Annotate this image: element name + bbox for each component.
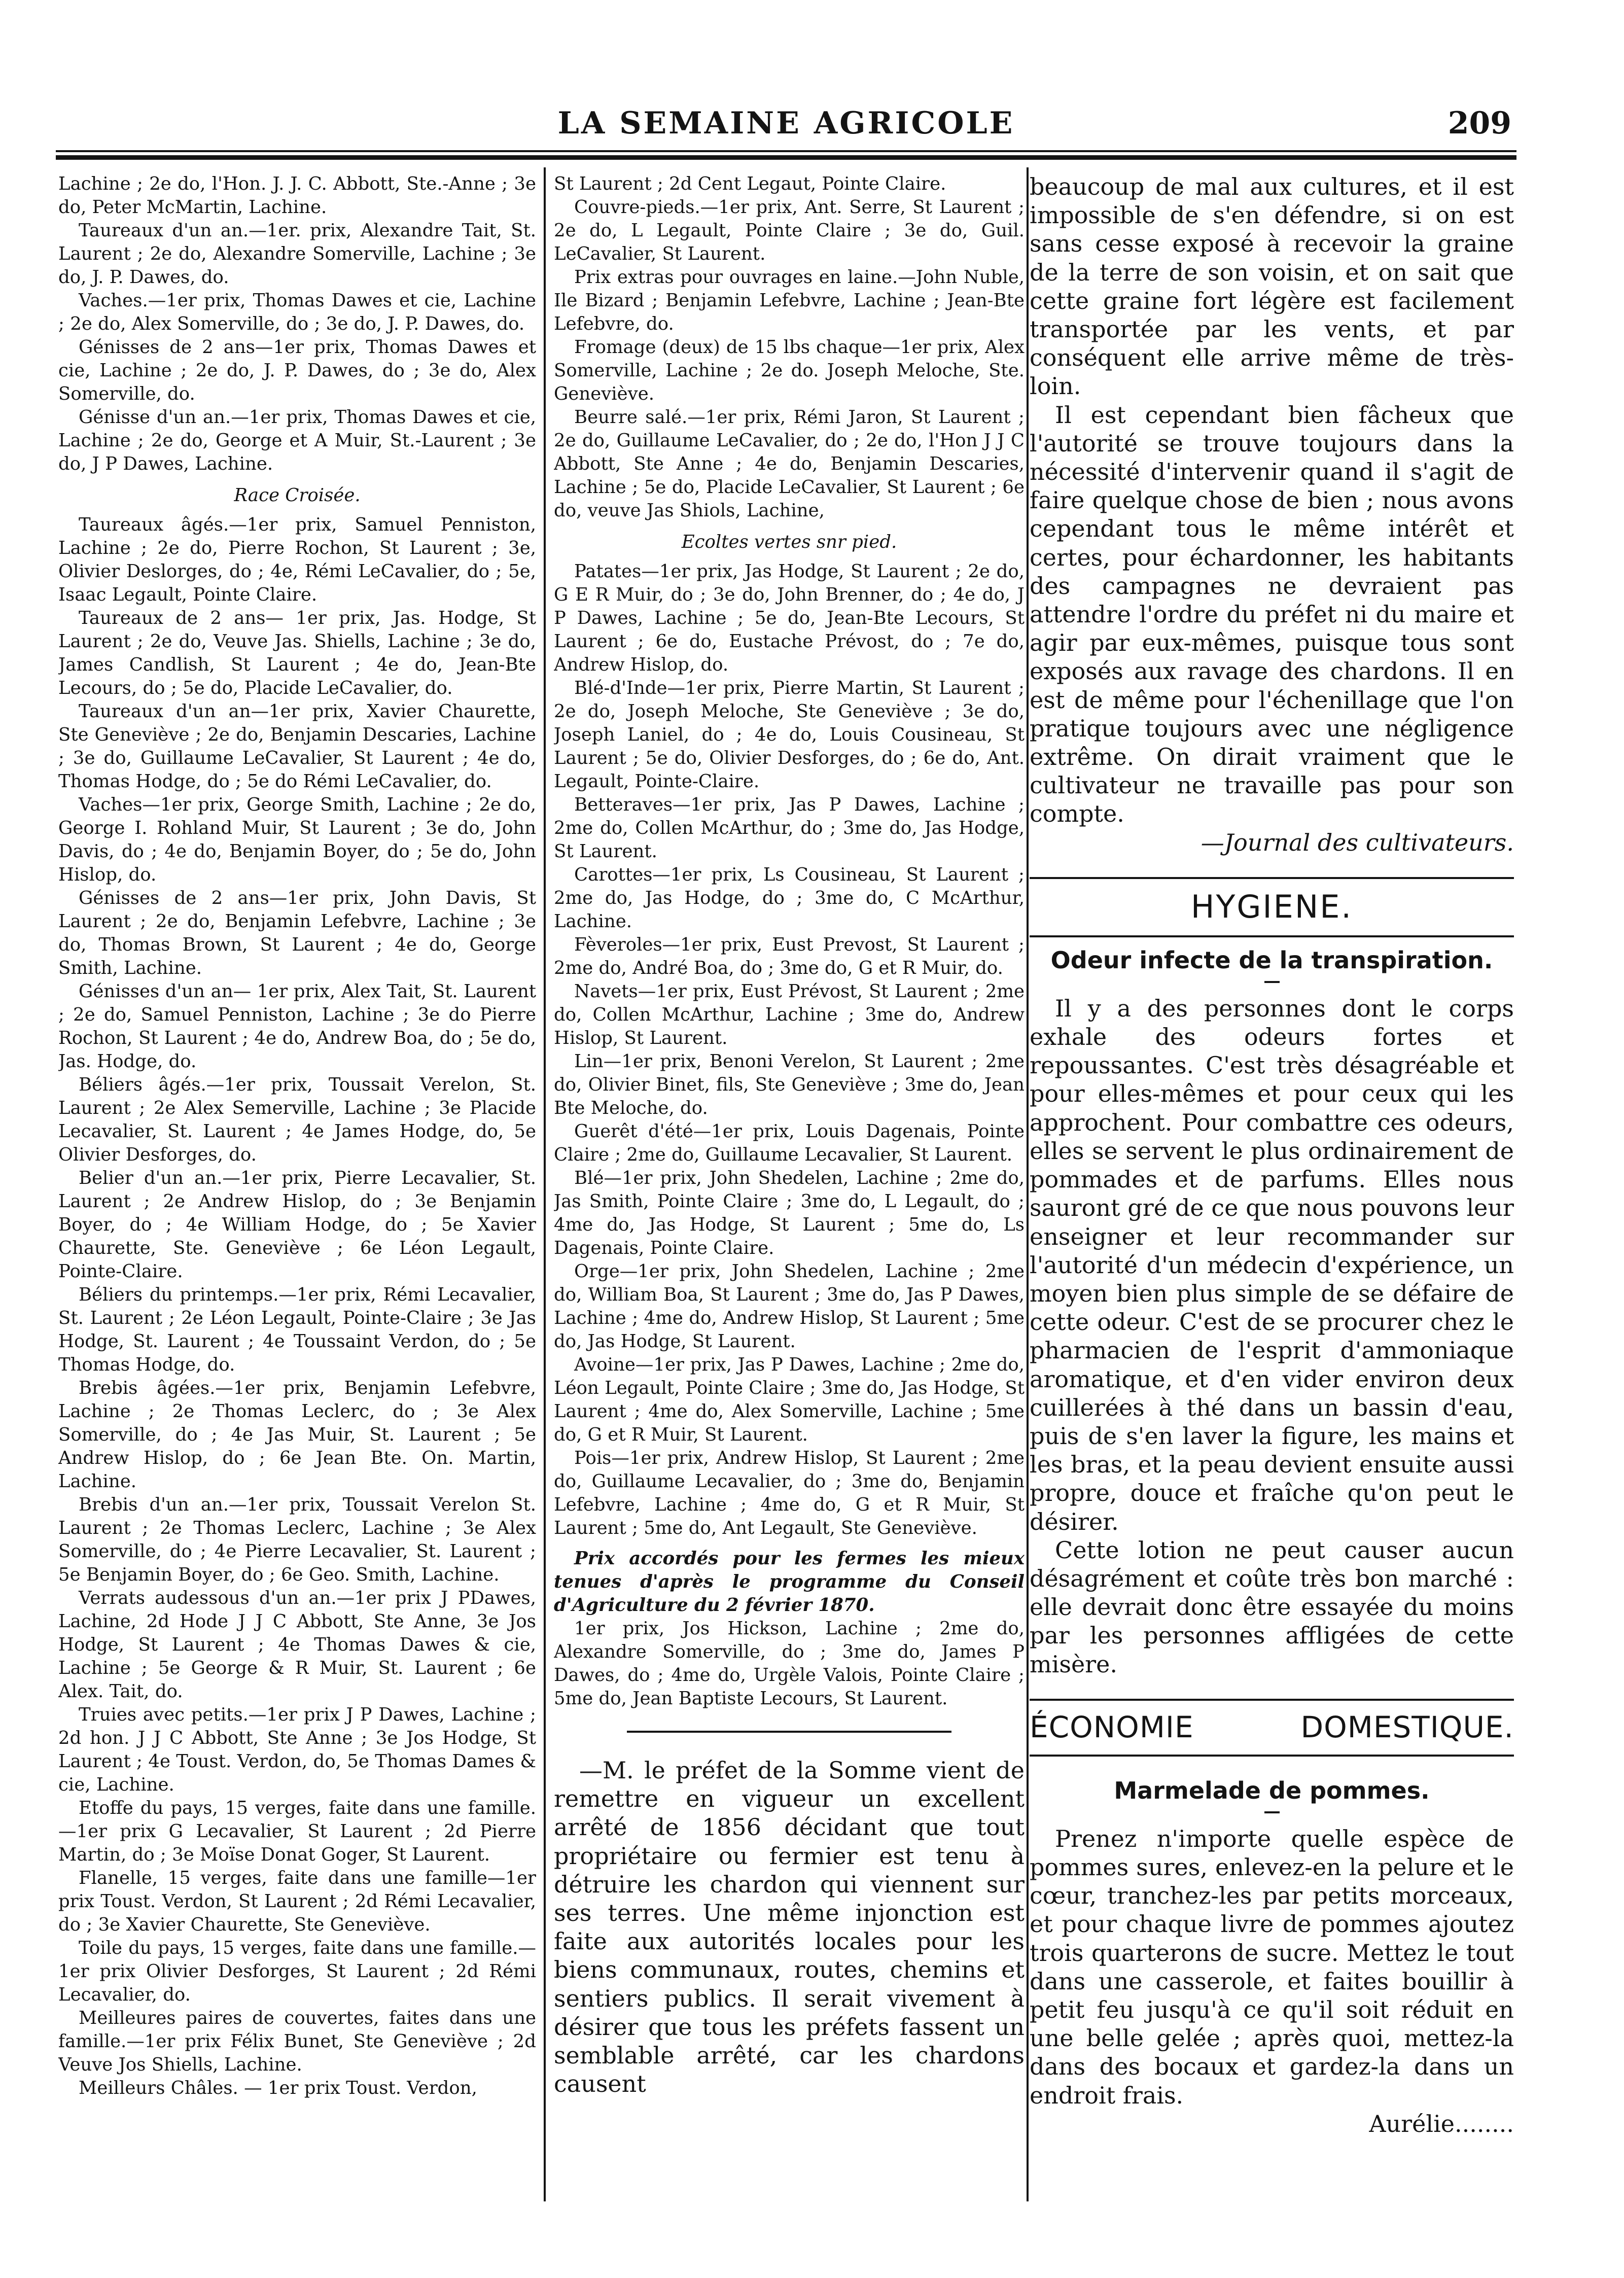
paragraph: Taureaux d'un an.—1er. prix, Alexandre Tait, St. Laurent ; 2e do, Alexandre Somerville, Lachine ; 3e do, J. P. Dawes, do.	[58, 220, 536, 288]
paragraph: Taureaux d'un an—1er prix, Xavier Chaurette, Ste Geneviève ; 2e do, Benjamin Descaries, Lachine ; 3e do, Guillaume LeCavalier, St Laurent ; 4e do, Thomas Hodge, do ; 5e do Rémi LeCavalier, do.	[58, 701, 536, 792]
column-1	[58, 172, 536, 2201]
paragraph: Taureaux de 2 ans— 1er prix, Jas. Hodge, St Laurent ; 2e do, Veuve Jas. Shiells, Lachine ; 3e do, James Candlish, St Laurent ; 4e do, Jean-Bte Lecours, do ; 5e do, Placide LeCavalier, do.	[58, 608, 536, 698]
paragraph: Pois—1er prix, Andrew Hislop, St Laurent ; 2me do, Guillaume Lecavalier, do ; 3me do, Benjamin Lefebvre, Lachine ; 4me do, G et R Muir, St Laurent ; 5me do, Ant Legault, Ste Geneviève.	[554, 1448, 1025, 1538]
paragraph: Génisses de 2 ans—1er prix, John Davis, St Laurent ; 2e do, Benjamin Lefebvre, Lachine ; 3e do, Thomas Brown, St Laurent ; 4e do, George Smith, Lachine.	[58, 888, 536, 978]
short-rule	[1264, 981, 1280, 983]
header-rule-thin	[56, 150, 1516, 152]
short-rule	[1264, 1811, 1280, 1813]
article-title-odeur: Odeur infecte de la transpiration.	[1050, 946, 1493, 974]
page-number: 209	[1448, 106, 1511, 141]
paragraph: Vaches—1er prix, George Smith, Lachine ; 2e do, George I. Rohland Muir, St Laurent ; 3e do, John Davis, do ; 4e do, Benjamin Boyer, do ; 5e do, John Hislop, do.	[58, 794, 536, 885]
paragraph: Patates—1er prix, Jas Hodge, St Laurent ; 2e do, G E R Muir, do ; 3e do, John Brenner, do ; 4e do, J P Dawes, Lachine ; 5e do, Jean-Bte Lecours, St Laurent ; 6e do, Eustache Prévost, do ; 7e do, Andrew Hislop, do.	[554, 561, 1025, 675]
paragraph: Il y a des personnes dont le corps exhale des odeurs fortes et repoussantes. C'est très désagréable et pour elles-mêmes et pour ceux qui les approchent. Pour combattre ces odeurs, elles se servent le plus ordinairement de pommades et de parfums. Elles nous sauront gré de ce que nous pouvons leur enseigner et leur recommander sur l'autorité d'un médecin d'expérience, un moyen bien plus simple de se défaire de cette odeur. C'est de se procurer chez le pharmacien de l'esprit d'ammoniaque aromatique, et d'en vider environ deux cuillerées à thé dans un bassin d'eau, puis de s'en laver la figure, les mains et les bras, et la peau devient ensuite aussi propre, douce et fraîche qu'on peut le désirer.	[1030, 994, 1514, 1535]
source-credit: —Journal des cultivateurs.	[1201, 828, 1514, 856]
paragraph: Fromage (deux) de 15 lbs chaque—1er prix, Alex Somerville, Lachine ; 2e do. Joseph Meloche, Ste. Geneviève.	[554, 337, 1025, 404]
paragraph: Blé—1er prix, John Shedelen, Lachine ; 2me do, Jas Smith, Pointe Claire ; 3me do, L Legault, do ; 4me do, Jas Hodge, St Laurent ; 5me do, Ls Dagenais, Pointe Claire.	[554, 1168, 1025, 1258]
column-divider-1	[544, 167, 546, 2201]
paragraph: Cette lotion ne peut causer aucun désagrément et coûte très bon marché : elle devrait donc être essayée du moins par les personnes affligées de cette misère.	[1030, 1536, 1514, 1678]
paragraph: Brebis âgées.—1er prix, Benjamin Lefebvre, Lachine ; 2e Thomas Leclerc, do ; 3e Alex Somerville, do ; 4e Jas Muir, St. Laurent ; 5e Andrew Hislop, do ; 6e Jean Bte. On. Martin, Lachine.	[58, 1378, 536, 1492]
section-rule	[1030, 935, 1514, 937]
paragraph: Lachine ; 2e do, l'Hon. J. J. C. Abbott, Ste.-Anne ; 3e do, Peter McMartin, Lachine.	[58, 173, 536, 218]
paragraph: Lin—1er prix, Benoni Verelon, St Laurent ; 2me do, Olivier Binet, fils, Ste Geneviève ; 3me do, Jean Bte Meloche, do.	[554, 1051, 1025, 1118]
paragraph: Guerêt d'été—1er prix, Louis Dagenais, Pointe Claire ; 2me do, Guillaume Lecavalier, St Laurent.	[554, 1121, 1025, 1165]
article-title-marmelade: Marmelade de pommes.	[1114, 1776, 1430, 1804]
paragraph: Génisses de 2 ans—1er prix, Thomas Dawes et cie, Lachine ; 2e do, J. P. Dawes, do ; 3e do, Alex Somerville, do.	[58, 337, 536, 404]
paragraph: Meilleures paires de couvertes, faites dans une famille.—1er prix Félix Bunet, Ste Geneviève ; 2d Veuve Jos Shiells, Lachine.	[58, 2008, 536, 2075]
paragraph: Blé-d'Inde—1er prix, Pierre Martin, St Laurent ; 2e do, Joseph Meloche, Ste Geneviève ; 3e do, Joseph Laniel, do ; 4e do, Louis Cousineau, St Laurent ; 5e do, Olivier Desforges, do ; 6e do, Ant. Legault, Pointe-Claire.	[554, 678, 1025, 792]
subheading-race-croisee: Race Croisée.	[234, 485, 361, 506]
paragraph: Génisse d'un an.—1er prix, Thomas Dawes et cie, Lachine ; 2e do, George et A Muir, St.-Laurent ; 3e do, J P Dawes, Lachine.	[58, 407, 536, 474]
paragraph: Carottes—1er prix, Ls Cousineau, St Laurent ; 2me do, Jas Hodge, do ; 3me do, C McArthur, Lachine.	[554, 864, 1025, 932]
paragraph: Avoine—1er prix, Jas P Dawes, Lachine ; 2me do, Léon Legault, Pointe Claire ; 3me do, Jas Hodge, St Laurent ; 4me do, Alex Somerville, Lachine ; 5me do, G et R Muir, St Laurent.	[554, 1354, 1025, 1445]
paragraph: Il est cependant bien fâcheux que l'autorité se trouve toujours dans la nécessité d'intervenir quand il s'agit de faire quelque chose de bien ; nous avons cependant tous le même intérêt et certes, pour échardonner, les habitants des campagnes ne devraient pas attendre l'ordre du préfet ni du maire et agir par eux-mêmes, puisque tous sont exposés aux ravage des chardons. Il en est de même pour l'échenillage que l'on pratique toujours avec une négligence extrême. On dirait vraiment que le cultivateur ne travaille pas pour son compte.	[1030, 401, 1514, 828]
paragraph: Toile du pays, 15 verges, faite dans une famille.—1er prix Olivier Desforges, St Laurent ; 2d Rémi Lecavalier, do.	[58, 1938, 536, 2005]
paragraph: Génisses d'un an— 1er prix, Alex Tait, St. Laurent ; 2e do, Samuel Penniston, Lachine ; 3e do Pierre Rochon, St Laurent ; 4e do, Andrew Boa, do ; 5e do, Jas. Hodge, do.	[58, 981, 536, 1072]
paragraph: Flanelle, 15 verges, faite dans une famille—1er prix Toust. Verdon, St Laurent ; 2d Rémi Lecavalier, do ; 3e Xavier Chaurette, Ste Geneviève.	[58, 1868, 536, 1935]
paragraph: Beurre salé.—1er prix, Rémi Jaron, St Laurent ; 2e do, Guillaume LeCavalier, do ; 2e do, l'Hon J J C Abbott, Ste Anne ; 4e do, Benjamin Descaries, Lachine ; 5e do, Placide LeCavalier, St Laurent ; 6e do, veuve Jas Shiols, Lachine,	[554, 407, 1025, 521]
paragraph: Vaches.—1er prix, Thomas Dawes et cie, Lachine ; 2e do, Alex Somerville, do ; 3e do, J. P. Dawes, do.	[58, 290, 536, 334]
paragraph-chardons: —M. le préfet de la Somme vient de remettre en vigueur un excellent arrêté de 1856 décidant que tout propriétaire ou fermier est tenu à détruire les chardon qui viennent sur ses terres. Une même injonction est faite aux autorités locales pour les biens communaux, routes, chemins et sentiers publics. Il serait vivement à désirer que tous les préfets fassent un semblable arrêté, car les chardons causent	[554, 1757, 1025, 2098]
separator-rule	[627, 1731, 951, 1733]
paragraph: Orge—1er prix, John Shedelen, Lachine ; 2me do, William Boa, St Laurent ; 3me do, Jas P Dawes, Lachine ; 4me do, Andrew Hislop, St Laurent ; 5me do, Jas Hodge, St Laurent.	[554, 1261, 1025, 1352]
page-header	[56, 101, 1516, 147]
section-rule	[1030, 877, 1514, 879]
paragraph: Betteraves—1er prix, Jas P Dawes, Lachine ; 2me do, Collen McArthur, do ; 3me do, Jas Hodge, St Laurent.	[554, 794, 1025, 862]
paragraph: Belier d'un an.—1er prix, Pierre Lecavalier, St. Laurent ; 2e Andrew Hislop, do ; 3e Benjamin Boyer, do ; 4e William Hodge, do ; 5e Xavier Chaurette, Ste. Geneviève ; 6e Léon Legault, Pointe-Claire.	[58, 1168, 536, 1282]
paragraph: St Laurent ; 2d Cent Legaut, Pointe Claire.	[554, 173, 946, 194]
paragraph: beaucoup de mal aux cultures, et il est impossible de s'en défendre, si on est sans cesse exposé à recevoir la graine de la terre de son voisin, et on sait que cette graine fort légère est facilement transportée par les vents, et par conséquent elle arrive même de très-loin.	[1030, 173, 1514, 400]
paragraph: Verrats audessous d'un an.—1er prix J PDawes, Lachine, 2d Hode J J C Abbott, Ste Anne, 3e Jos Hodge, St Laurent ; 4e Thomas Dawes & cie, Lachine ; 5e George & R Muir, St. Laurent ; 6e Alex. Tait, do.	[58, 1588, 536, 1702]
column-3	[1030, 172, 1514, 2201]
journal-title: LA SEMAINE AGRICOLE	[557, 106, 1015, 141]
prize-heading-fermes: Prix accordés pour les fermes les mieux tenues d'après le programme du Conseil d'Agriculture du 2 février 1870.	[554, 1548, 1025, 1616]
section-rule	[1030, 1755, 1514, 1757]
section-heading-economie: ÉCONOMIE DOMESTIQUE.	[1030, 1709, 1514, 1744]
header-rule-thick	[56, 155, 1516, 160]
paragraph: Béliers âgés.—1er prix, Toussait Verelon, St. Laurent ; 2e Alex Semerville, Lachine ; 3e Placide Lecavalier, St. Laurent ; 4e James Hodge, do, 5e Olivier Desforges, do.	[58, 1074, 536, 1165]
section-rule	[1030, 1699, 1514, 1701]
paragraph: Prix extras pour ouvrages en laine.—John Nuble, Ile Bizard ; Benjamin Lefebvre, Lachine ; Jean-Bte Lefebvre, do.	[554, 267, 1025, 334]
paragraph: Truies avec petits.—1er prix J P Dawes, Lachine ; 2d hon. J J C Abbott, Ste Anne ; 3e Jos Hodge, St Laurent ; 4e Toust. Verdon, do, 5e Thomas Dames & cie, Lachine.	[58, 1704, 536, 1795]
paragraph: Etoffe du pays, 15 verges, faite dans une famille.—1er prix G Lecavalier, St Laurent ; 2d Pierre Martin, do ; 3e Moïse Donat Goger, St Laurent.	[58, 1798, 536, 1865]
paragraph: Prenez n'importe quelle espèce de pommes sures, enlevez-en la pelure et le cœur, tranchez-les par petits morceaux, et pour chaque livre de pommes ajoutez trois quarterons de sucre. Mettez le tout dans une casserole, et faites bouillir à petit feu jusqu'à ce qu'il soit réduit en une belle gelée ; après quoi, mettez-la dans des bocaux et gardez-la dans un endroit frais.	[1030, 1825, 1514, 2109]
paragraph: Taureaux âgés.—1er prix, Samuel Penniston, Lachine ; 2e do, Pierre Rochon, St Laurent ; 3e, Olivier Deslorges, do ; 4e, Rémi LeCavalier, do ; 5e, Isaac Legault, Pointe Claire.	[58, 514, 536, 605]
paragraph: Brebis d'un an.—1er prix, Toussait Verelon St. Laurent ; 2e Thomas Leclerc, Lachine ; 3e Alex Somerville, do ; 4e Pierre Lecavalier, St. Laurent ; 5e Benjamin Boyer, do ; 6e Geo. Smith, Lachine.	[58, 1494, 536, 1585]
column-divider-2	[1027, 167, 1029, 2201]
paragraph: Couvre-pieds.—1er prix, Ant. Serre, St Laurent ; 2e do, L Legault, Pointe Claire ; 3e do, Guil. LeCavalier, St Laurent.	[554, 197, 1025, 264]
section-heading-hygiene: HYGIENE.	[1190, 888, 1353, 925]
paragraph: Meilleurs Châles. — 1er prix Toust. Verdon,	[79, 2078, 477, 2098]
paragraph: Fèveroles—1er prix, Eust Prevost, St Laurent ; 2me do, André Boa, do ; 3me do, G et R Muir, do.	[554, 934, 1025, 978]
paragraph: Béliers du printemps.—1er prix, Rémi Lecavalier, St. Laurent ; 2e Léon Legault, Pointe-Claire ; 3e Jas Hodge, St. Laurent ; 4e Toussaint Verdon, do ; 5e Thomas Hodge, do.	[58, 1284, 536, 1375]
paragraph: Navets—1er prix, Eust Prévost, St Laurent ; 2me do, Collen McArthur, Lachine ; 3me do, Andrew Hislop, St Laurent.	[554, 981, 1025, 1048]
signature: Aurélie........	[1369, 2110, 1514, 2137]
paragraph: 1er prix, Jos Hickson, Lachine ; 2me do, Alexandre Somerville, do ; 3me do, James P Dawes, do ; 4me do, Urgèle Valois, Pointe Claire ; 5me do, Jean Baptiste Lecours, St Laurent.	[554, 1618, 1025, 1709]
column-2	[554, 172, 1025, 2201]
subheading-recoltes: Ecoltes vertes snr pied.	[681, 532, 897, 552]
